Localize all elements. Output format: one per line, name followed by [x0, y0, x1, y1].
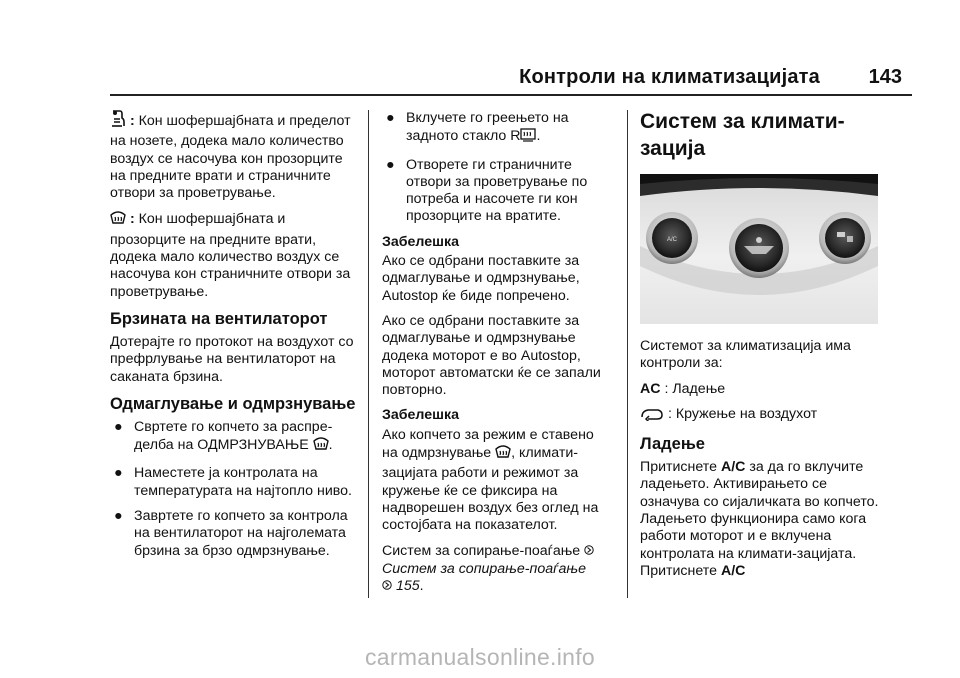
paragraph-ac: [640, 381, 880, 398]
header-rule: [110, 94, 912, 96]
watermark: carmanualsonline.info: [364, 644, 596, 670]
note-paragraph: [382, 427, 610, 535]
page-header: [0, 64, 960, 94]
column-divider: [368, 110, 369, 598]
defrost-icon: [495, 444, 511, 465]
paragraph-text: Кон шофершајбната и пределот на нозете, додека мало количество воздух се насочува кон прозорците на предните врати и страничните отвори за проветрување.: [110, 113, 351, 202]
bullet-mark: ●: [386, 110, 395, 126]
rear-window-defrost-icon: [520, 127, 536, 148]
paragraph-label: :: [126, 211, 135, 228]
cross-reference: [382, 543, 610, 597]
defrost-icon: [313, 436, 329, 457]
list-item: [382, 157, 610, 226]
heading-fan-speed: Брзината на вентилаторот: [110, 309, 328, 328]
paragraph-intro: Системот за климатизација има контроли за:: [640, 338, 851, 372]
list-item-text: Свртете го копчето за распре-делба на ОДМРЗНУВАЊЕ: [134, 418, 333, 454]
column-left: [110, 110, 360, 568]
list-item-text-end: .: [328, 437, 333, 454]
list-item-text-end: .: [536, 128, 541, 145]
ac-text: : Ладење: [660, 380, 726, 397]
ac-button-ref: A/C: [720, 562, 746, 579]
fan-knob: [819, 212, 871, 264]
column-divider: [627, 110, 628, 598]
ac-label: AC: [640, 380, 661, 397]
page-title: Контроли на климатизацијата: [519, 66, 820, 88]
heading-defog-defrost: Одмаглување и одмрзнување: [110, 394, 356, 413]
heading-cooling: Ладење: [640, 435, 705, 454]
list-item: [110, 465, 360, 500]
climate-control-panel-photo: [640, 174, 878, 324]
paragraph-cooling: [640, 459, 880, 580]
recirculation-icon: [640, 407, 664, 426]
note-text-end: , климати-зацијата работи и режимот за кружење ќе се фиксира на надворешен воздух без оглед на состојбата на показателот.: [382, 445, 599, 534]
list-item-text: Завртете го копчето за контрола на вентилаторот на најголемата брзина за брзо одмрзнување.: [134, 508, 348, 559]
reference-page[interactable]: 155: [392, 578, 420, 595]
list-item-text: Отворете ги страничните отвори за проветрување по потреба и насочете ги кон прозорците на вратите.: [406, 156, 588, 225]
paragraph-text: Кон шофершајбната и прозорците на предните врати, додека мало количество воздух се насочува кон страничните отвори за проветрување.: [110, 211, 351, 300]
bullet-mark: ●: [114, 465, 123, 482]
defrost-icon: [110, 210, 126, 231]
note-text: Ако копчето за режим е ставено на одмрзнување: [382, 426, 594, 462]
note-title: Забелешка: [382, 407, 459, 424]
note-paragraph: Ако се одбрани поставките за одмаглување и одмрзнување додека моторот е во Autostop, моторот автоматски ќе се запали повторно.: [382, 312, 601, 399]
paragraph-floor-defrost: [110, 110, 360, 202]
mode-knob: [729, 218, 789, 278]
defrost-steps-list-continued: [382, 110, 610, 226]
ac-knob: [646, 212, 698, 264]
paragraph-defrost: [110, 210, 360, 300]
floor-defrost-icon: [110, 110, 126, 133]
list-item: [110, 508, 360, 560]
column-right: [640, 108, 880, 588]
list-item-text: Наместете ја контролата на температурата на најтопло ниво.: [134, 465, 352, 499]
list-item-text: Вклучете го греењето на задното стакло R: [406, 110, 569, 145]
ac-knob-label: A/C: [666, 237, 678, 243]
ac-button-ref: A/C: [720, 459, 746, 476]
cooling-text: Притиснете: [640, 459, 721, 476]
bullet-mark: ●: [114, 508, 123, 525]
reference-arrow-icon: [584, 544, 594, 561]
paragraph-recirculation: [640, 406, 880, 426]
reference-text: Систем за сопирање-поаѓање: [382, 542, 585, 559]
note-title: Забелешка: [382, 233, 459, 250]
section-heading-ac: Систем за климати-зација: [640, 110, 845, 160]
reference-link[interactable]: Систем за сопирање-поаѓање: [382, 560, 587, 577]
paragraph-label: :: [126, 113, 135, 129]
list-item: [110, 419, 360, 458]
cooling-text: за да го вклучите ладењето. Активирањето се означува со сијаличката во копчето. Ладењето функционира само кога работи моторот и е вклучена контролата на климати-зацијата. Притиснете: [640, 459, 879, 579]
reference-arrow-icon: [382, 579, 392, 596]
page-number: 143: [868, 66, 902, 88]
defrost-steps-list: [110, 419, 360, 560]
paragraph-fan-speed: Дотерајте го протокот на воздухот со префрлување на вентилаторот на саканата брзина.: [110, 333, 354, 385]
list-item: [382, 110, 610, 149]
recirculation-text: : Кружење на воздухот: [664, 405, 818, 422]
reference-dot: .: [419, 578, 424, 595]
bullet-mark: ●: [114, 418, 123, 435]
column-middle: [382, 110, 610, 604]
note-paragraph: Ако се одбрани поставките за одмаглување и одмрзнување, Autostop ќе биде попречено.: [382, 253, 580, 304]
bullet-mark: ●: [386, 156, 395, 173]
